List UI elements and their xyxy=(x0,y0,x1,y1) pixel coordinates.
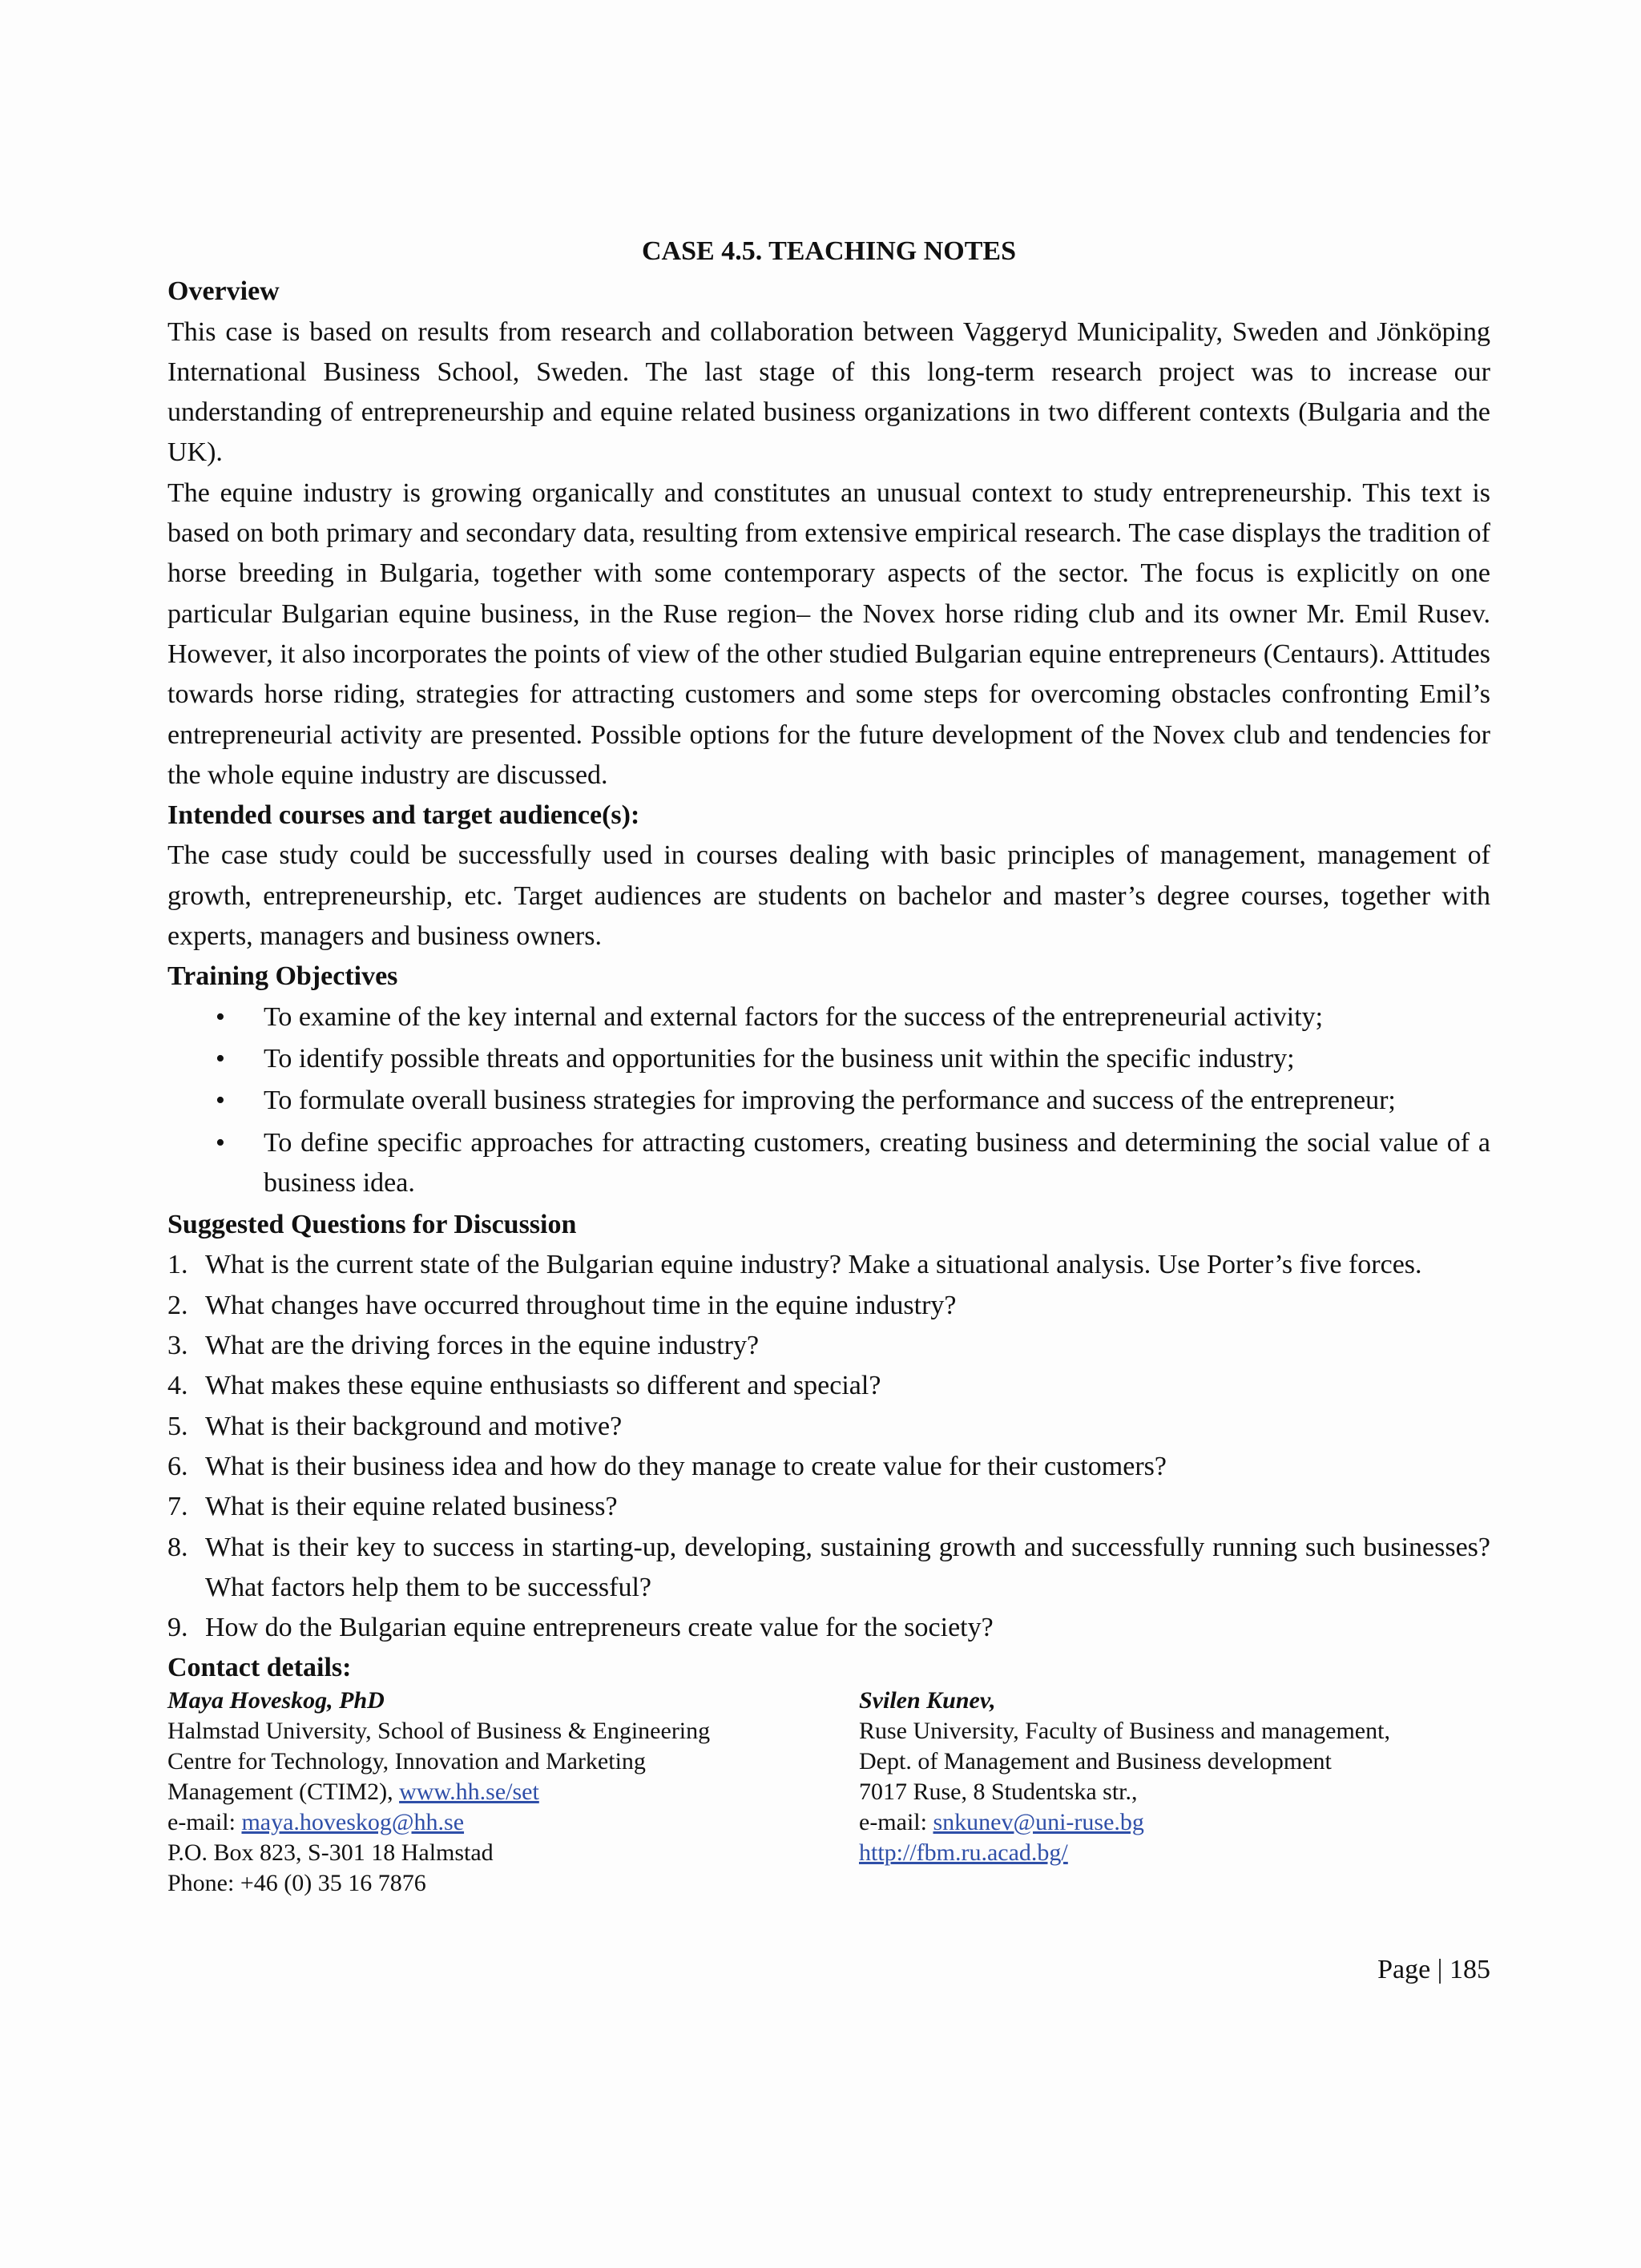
contact-line-text: Management (CTIM2), xyxy=(167,1778,400,1805)
question-item xyxy=(167,1245,1490,1285)
question-item xyxy=(167,1487,1490,1527)
website-link[interactable]: www.hh.se/set xyxy=(399,1778,539,1805)
question-number: 4. xyxy=(167,1371,188,1401)
question-text: What is their key to success in starting-up, developing, sustaining growth and successfully running such businesses? What factors help them to be successful? xyxy=(205,1532,1490,1602)
questions-list xyxy=(167,1245,1490,1648)
overview-paragraph: The equine industry is growing organically and constitutes an unusual context to study entrepreneurship. This text is based on both primary and secondary data, resulting from extensive empirical research. The case displays the tradition of horse breeding in Bulgaria, together with some contemporary aspects of the sector. The focus is explicitly on one particular Bulgarian equine business, in the Ruse region– the Novex horse riding club and its owner Mr. Emil Rusev. However, it also incorporates the points of view of the other studied Bulgarian equine entrepreneurs (Centaurs). Attitudes towards horse riding, strategies for attracting customers and some steps for overcoming obstacles confronting Emil’s entrepreneurial activity are presented. Possible options for the future development of the Novex club and tendencies for the whole equine industry are discussed. xyxy=(167,477,1490,790)
bullet-icon: • xyxy=(216,1043,225,1074)
question-text: How do the Bulgarian equine entrepreneurs create value for the society? xyxy=(205,1613,994,1643)
question-item xyxy=(167,1447,1490,1487)
question-number: 5. xyxy=(167,1411,188,1441)
contact-name: Svilen Kunev, xyxy=(859,1686,996,1714)
contact-line: Ruse University, Faculty of Business and management, xyxy=(859,1717,1390,1744)
list-item xyxy=(167,997,1490,1037)
contact-line: Centre for Technology, Innovation and Marketing xyxy=(167,1747,646,1775)
objectives-list xyxy=(167,997,1490,1203)
overview-heading: Overview xyxy=(167,276,280,307)
contact-left xyxy=(167,1686,859,1899)
overview-paragraph: This case is based on results from research and collaboration between Vaggeryd Municipality, Sweden and Jönköping International Business School, Sweden. The last stage of this long-term research project was to increase our understanding of entrepreneurship and equine related business organizations in two different contexts (Bulgaria and the UK). xyxy=(167,316,1490,468)
bullet-icon: • xyxy=(216,1127,225,1158)
list-item xyxy=(167,1123,1490,1204)
contact-line: Halmstad University, School of Business & Engineering xyxy=(167,1717,711,1744)
contact-email-line xyxy=(167,1807,859,1838)
question-number: 7. xyxy=(167,1492,188,1522)
list-item xyxy=(167,1081,1490,1121)
question-number: 2. xyxy=(167,1290,188,1320)
question-item xyxy=(167,1366,1490,1406)
question-text: What is the current state of the Bulgarian equine industry? Make a situational analysis. Use Porter’s five forces. xyxy=(205,1250,1422,1280)
question-number: 6. xyxy=(167,1451,188,1481)
question-text: What changes have occurred throughout time in the equine industry? xyxy=(205,1290,957,1320)
question-text: What is their background and motive? xyxy=(205,1411,623,1441)
contact-line xyxy=(167,1777,859,1807)
list-item-text: To formulate overall business strategies for improving the performance and success of the entrepreneur; xyxy=(264,1086,1396,1116)
question-text: What is their equine related business? xyxy=(205,1492,618,1522)
document-page xyxy=(167,232,1490,1899)
question-item xyxy=(167,1326,1490,1366)
contact-name: Maya Hoveskog, PhD xyxy=(167,1686,385,1714)
list-item-text: To define specific approaches for attracting customers, creating business and determining the social value of a business idea. xyxy=(264,1127,1490,1198)
courses-heading: Intended courses and target audience(s): xyxy=(167,800,640,831)
contact-website xyxy=(859,1838,1390,1868)
list-item xyxy=(167,1039,1490,1079)
email-link[interactable]: snkunev@uni-ruse.bg xyxy=(933,1808,1144,1835)
email-label: e-mail: xyxy=(859,1808,933,1835)
question-item xyxy=(167,1528,1490,1609)
contact-phone: Phone: +46 (0) 35 16 7876 xyxy=(167,1869,426,1896)
contact-right xyxy=(859,1686,1390,1899)
question-item xyxy=(167,1286,1490,1326)
document-title: CASE 4.5. TEACHING NOTES xyxy=(642,236,1016,266)
objectives-heading: Training Objectives xyxy=(167,961,398,992)
email-label: e-mail: xyxy=(167,1808,242,1835)
question-number: 9. xyxy=(167,1613,188,1643)
question-text: What is their business idea and how do they manage to create value for their customers? xyxy=(205,1451,1167,1481)
contacts-heading: Contact details: xyxy=(167,1653,352,1683)
courses-text: The case study could be successfully used in courses dealing with basic principles of management, management of growth, entrepreneurship, etc. Target audiences are students on bachelor and master’s degree courses, together with experts, managers and business owners. xyxy=(167,840,1490,952)
bullet-icon: • xyxy=(216,1001,225,1032)
question-text: What are the driving forces in the equine industry? xyxy=(205,1331,760,1361)
question-number: 8. xyxy=(167,1532,188,1562)
website-link[interactable]: http://fbm.ru.acad.bg/ xyxy=(859,1839,1068,1866)
contact-address: P.O. Box 823, S-301 18 Halmstad xyxy=(167,1839,494,1866)
question-number: 1. xyxy=(167,1250,188,1280)
list-item-text: To identify possible threats and opportunities for the business unit within the specific industry; xyxy=(264,1043,1295,1074)
questions-heading: Suggested Questions for Discussion xyxy=(167,1210,577,1240)
page-number: Page | 185 xyxy=(1377,1955,1490,1984)
bullet-icon: • xyxy=(216,1086,225,1116)
contact-line: Dept. of Management and Business development xyxy=(859,1747,1332,1775)
contact-email-line xyxy=(859,1807,1390,1838)
question-item xyxy=(167,1407,1490,1447)
contact-line: 7017 Ruse, 8 Studentska str., xyxy=(859,1778,1138,1805)
question-text: What makes these equine enthusiasts so different and special? xyxy=(205,1371,881,1401)
question-item xyxy=(167,1608,1490,1648)
contacts-section xyxy=(167,1686,1490,1899)
email-link[interactable]: maya.hoveskog@hh.se xyxy=(241,1808,465,1835)
list-item-text: To examine of the key internal and external factors for the success of the entrepreneurial activity; xyxy=(264,1001,1324,1032)
question-number: 3. xyxy=(167,1331,188,1361)
